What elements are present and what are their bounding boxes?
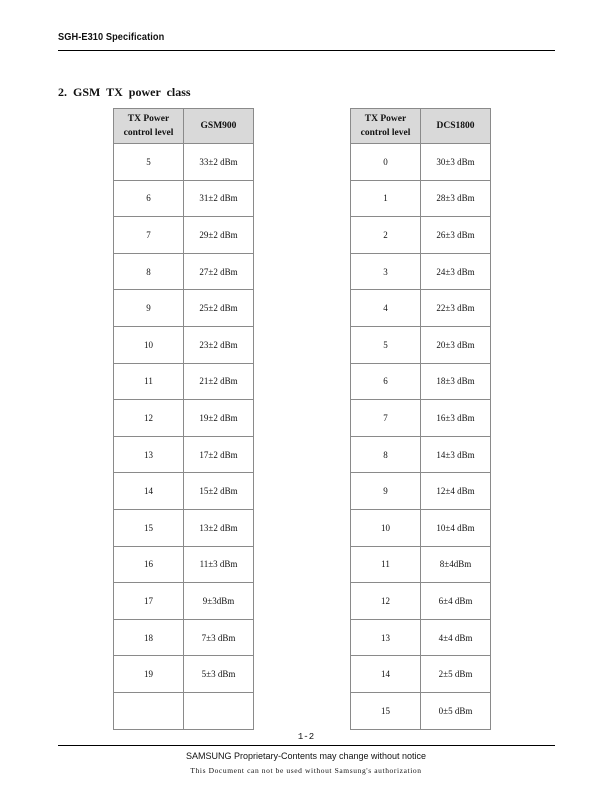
output-power-cell: 20±3 dBm <box>421 326 491 363</box>
power-level-cell: 10 <box>351 509 421 546</box>
table-row <box>114 509 254 546</box>
power-level-cell: 5 <box>114 144 184 181</box>
table-row <box>114 180 254 217</box>
power-level-cell: 6 <box>114 180 184 217</box>
table-row <box>351 436 491 473</box>
output-power-cell: 2±5 dBm <box>421 656 491 693</box>
output-power-cell: 29±2 dBm <box>184 217 254 254</box>
output-power-cell: 8±4dBm <box>421 546 491 583</box>
power-level-cell: 12 <box>351 583 421 620</box>
table-row <box>351 692 491 729</box>
table-row <box>351 619 491 656</box>
power-level-cell: 12 <box>114 400 184 437</box>
output-power-cell: 5±3 dBm <box>184 656 254 693</box>
table-row <box>114 656 254 693</box>
output-power-cell: 30±3 dBm <box>421 144 491 181</box>
power-level-cell: 7 <box>114 217 184 254</box>
table-row <box>114 546 254 583</box>
page-number: 1-2 <box>297 732 315 742</box>
power-level-cell: 9 <box>114 290 184 327</box>
table-row <box>114 619 254 656</box>
output-power-cell: 11±3 dBm <box>184 546 254 583</box>
output-power-cell: 26±3 dBm <box>421 217 491 254</box>
power-level-cell: 11 <box>351 546 421 583</box>
table-row <box>351 400 491 437</box>
table-row <box>114 144 254 181</box>
output-power-cell: 13±2 dBm <box>184 509 254 546</box>
table-row <box>114 436 254 473</box>
tx-power-level-header <box>114 109 184 144</box>
table-row <box>351 473 491 510</box>
gsm900-power-table <box>113 108 254 730</box>
table-row <box>114 290 254 327</box>
power-level-cell: 0 <box>351 144 421 181</box>
power-level-cell: 14 <box>114 473 184 510</box>
table-row <box>351 546 491 583</box>
output-power-cell <box>184 692 254 729</box>
section-heading: 2. GSM TX power class <box>58 85 191 99</box>
table-row <box>351 509 491 546</box>
footer-proprietary-notice: SAMSUNG Proprietary-Contents may change without notice <box>185 751 427 761</box>
power-level-cell: 5 <box>351 326 421 363</box>
power-level-cell: 19 <box>114 656 184 693</box>
table-row <box>114 400 254 437</box>
tx-power-level-header <box>351 109 421 144</box>
power-level-cell: 3 <box>351 253 421 290</box>
table-row <box>351 583 491 620</box>
power-level-cell: 13 <box>114 436 184 473</box>
table-row <box>351 217 491 254</box>
power-level-cell: 17 <box>114 583 184 620</box>
output-power-cell: 7±3 dBm <box>184 619 254 656</box>
table-header-row <box>351 109 491 144</box>
power-level-cell: 9 <box>351 473 421 510</box>
output-power-cell: 18±3 dBm <box>421 363 491 400</box>
header-divider <box>58 50 555 51</box>
footer-divider <box>58 745 555 746</box>
table-row <box>351 180 491 217</box>
power-level-cell: 14 <box>351 656 421 693</box>
output-power-cell: 4±4 dBm <box>421 619 491 656</box>
document-header-title: SGH-E310 Specification <box>58 32 165 43</box>
header-line: TX Power <box>127 114 170 124</box>
output-power-cell: 23±2 dBm <box>184 326 254 363</box>
output-power-cell: 21±2 dBm <box>184 363 254 400</box>
output-power-cell: 6±4 dBm <box>421 583 491 620</box>
output-power-cell: 14±3 dBm <box>421 436 491 473</box>
power-level-cell: 6 <box>351 363 421 400</box>
header-line: TX Power <box>364 114 407 124</box>
power-level-cell: 1 <box>351 180 421 217</box>
dcs1800-header: DCS1800 <box>421 109 491 144</box>
output-power-cell: 25±2 dBm <box>184 290 254 327</box>
table-row <box>351 656 491 693</box>
table-row <box>114 253 254 290</box>
output-power-cell: 22±3 dBm <box>421 290 491 327</box>
power-level-cell: 2 <box>351 217 421 254</box>
table-row <box>351 326 491 363</box>
power-level-cell: 4 <box>351 290 421 327</box>
table-row <box>351 363 491 400</box>
power-level-cell: 15 <box>351 692 421 729</box>
output-power-cell: 0±5 dBm <box>421 692 491 729</box>
table-row <box>351 253 491 290</box>
gsm900-header: GSM900 <box>184 109 254 144</box>
footer-authorization-notice: This Document can not be used without Samsung's authorization <box>190 766 422 775</box>
output-power-cell: 19±2 dBm <box>184 400 254 437</box>
output-power-cell: 24±3 dBm <box>421 253 491 290</box>
power-level-cell: 10 <box>114 326 184 363</box>
power-level-cell: 15 <box>114 509 184 546</box>
dcs1800-power-table <box>350 108 491 730</box>
output-power-cell: 33±2 dBm <box>184 144 254 181</box>
table-row <box>114 692 254 729</box>
table-row <box>114 326 254 363</box>
output-power-cell: 17±2 dBm <box>184 436 254 473</box>
output-power-cell: 16±3 dBm <box>421 400 491 437</box>
table-row <box>351 290 491 327</box>
output-power-cell: 10±4 dBm <box>421 509 491 546</box>
header-line: control level <box>123 128 174 138</box>
table-header-row <box>114 109 254 144</box>
table-row <box>114 583 254 620</box>
table-row <box>114 217 254 254</box>
table-row <box>114 473 254 510</box>
power-level-cell: 11 <box>114 363 184 400</box>
power-level-cell: 7 <box>351 400 421 437</box>
output-power-cell: 9±3dBm <box>184 583 254 620</box>
output-power-cell: 12±4 dBm <box>421 473 491 510</box>
power-level-cell: 8 <box>114 253 184 290</box>
output-power-cell: 28±3 dBm <box>421 180 491 217</box>
table-row <box>351 144 491 181</box>
power-level-cell: 18 <box>114 619 184 656</box>
header-line: control level <box>360 128 411 138</box>
power-level-cell: 16 <box>114 546 184 583</box>
output-power-cell: 15±2 dBm <box>184 473 254 510</box>
power-level-cell <box>114 692 184 729</box>
power-level-cell: 13 <box>351 619 421 656</box>
table-row <box>114 363 254 400</box>
output-power-cell: 27±2 dBm <box>184 253 254 290</box>
output-power-cell: 31±2 dBm <box>184 180 254 217</box>
power-level-cell: 8 <box>351 436 421 473</box>
